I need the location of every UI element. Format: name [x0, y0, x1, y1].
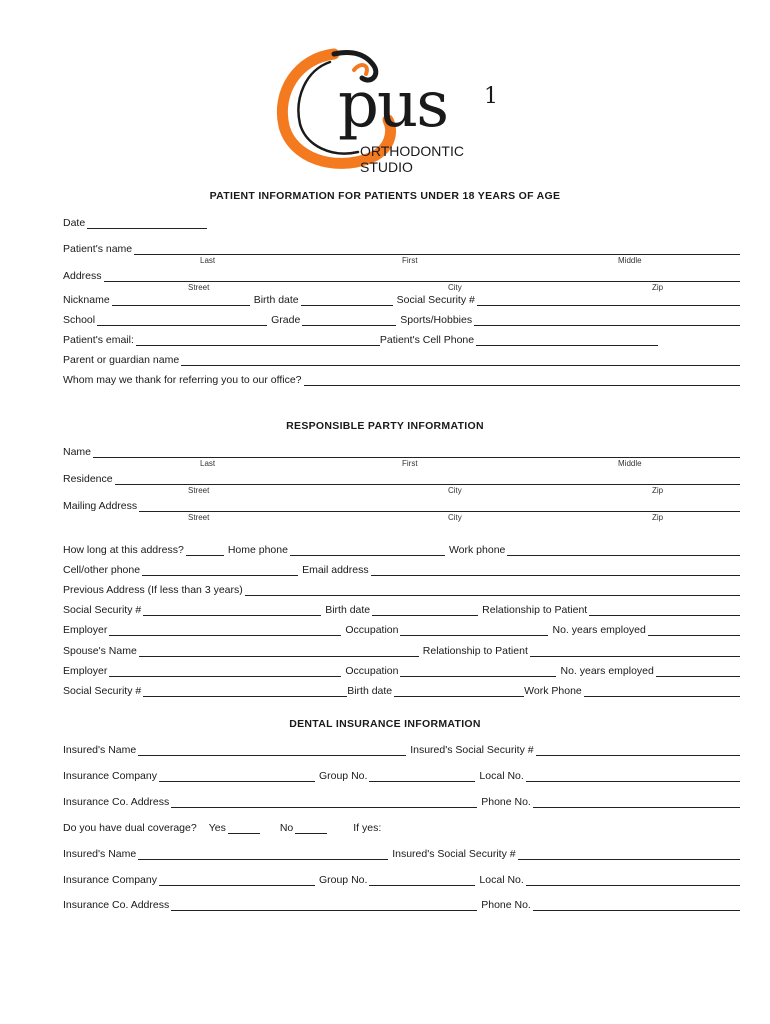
referral-row [63, 372, 740, 386]
first-sublabel: First [402, 256, 418, 265]
resp-name-sublabels [63, 459, 740, 469]
nickname-row [63, 292, 740, 306]
co-address-label: Insurance Co. Address [63, 796, 170, 808]
employer-row [63, 622, 740, 636]
co-address2-field[interactable] [171, 900, 477, 911]
opus1-logo [270, 40, 510, 180]
local-label: Local No. [479, 770, 524, 782]
relationship-label: Relationship to Patient [482, 604, 588, 616]
school-row [63, 312, 740, 326]
years-employed-label: No. years employed [552, 624, 646, 636]
insured-name-field[interactable] [138, 745, 406, 756]
patient-email-field[interactable] [136, 335, 380, 346]
email-row [63, 332, 740, 346]
sports-label: Sports/Hobbies [400, 314, 473, 326]
employer2-field[interactable] [109, 666, 341, 677]
school-field[interactable] [97, 315, 267, 326]
date-field[interactable] [87, 218, 207, 229]
years-employed2-label: No. years employed [560, 665, 654, 677]
resp-ssn-field[interactable] [143, 605, 321, 616]
insured-name-label: Insured's Name [63, 744, 137, 756]
work-phone-field[interactable] [507, 545, 740, 556]
resp-ssn-label: Social Security # [63, 604, 142, 616]
company-row [63, 768, 740, 782]
resp-name-label: Name [63, 446, 92, 458]
residence-row [63, 471, 740, 485]
mailing-label: Mailing Address [63, 500, 138, 512]
date-label: Date [63, 217, 86, 229]
logo-line1: ORTHODONTIC [360, 143, 464, 159]
ssn2-label: Social Security # [63, 685, 142, 697]
yes-label: Yes [208, 822, 226, 834]
phone-label: Phone No. [481, 796, 531, 808]
relationship-field[interactable] [589, 605, 740, 616]
dual-label: Do you have dual coverage? [63, 822, 197, 834]
spouse-label: Spouse's Name [63, 645, 137, 657]
dental-section-title: DENTAL INSURANCE INFORMATION [289, 718, 481, 730]
ssn-label: Social Security # [396, 294, 475, 306]
prev-address-row [63, 582, 740, 596]
company-field[interactable] [159, 771, 315, 782]
grade-label: Grade [271, 314, 301, 326]
resp-email-field[interactable] [371, 565, 740, 576]
insured-ssn2-field[interactable] [518, 849, 740, 860]
guardian-label: Parent or guardian name [63, 354, 180, 366]
mailing-row [63, 498, 740, 512]
address-field[interactable] [104, 271, 740, 282]
employer2-row [63, 663, 740, 677]
guardian-row [63, 352, 740, 366]
relationship2-label: Relationship to Patient [422, 645, 528, 657]
local2-field[interactable] [526, 875, 740, 886]
phone-field[interactable] [533, 797, 740, 808]
group-field[interactable] [369, 771, 475, 782]
resp-birth-date-label: Birth date [325, 604, 371, 616]
resp-name-row [63, 444, 740, 458]
nickname-field[interactable] [112, 295, 250, 306]
co-address2-label: Insurance Co. Address [63, 899, 170, 911]
employer-label: Employer [63, 624, 108, 636]
referral-label: Whom may we thank for referring you to our office? [63, 374, 302, 386]
birth-date2-field[interactable] [394, 686, 524, 697]
resp-birth-date-field[interactable] [372, 605, 478, 616]
res-street-sublabel: Street [188, 486, 210, 495]
co-address-field[interactable] [171, 797, 477, 808]
no-field[interactable] [295, 823, 327, 834]
logo-superscript: 1 [484, 84, 498, 109]
company-label: Insurance Company [63, 770, 157, 782]
occupation2-field[interactable] [400, 666, 556, 677]
employer2-label: Employer [63, 665, 108, 677]
patient-name-label: Patient's name [63, 243, 133, 255]
resp-ssn-row [63, 602, 740, 616]
ssn2-field[interactable] [143, 686, 347, 697]
local-field[interactable] [526, 771, 740, 782]
mail-city-sublabel: City [448, 513, 462, 522]
logo-wordmark: pus [338, 68, 448, 142]
no-label: No [279, 822, 294, 834]
years-employed2-field[interactable] [656, 666, 740, 677]
sports-field[interactable] [474, 315, 740, 326]
employer-field[interactable] [109, 625, 341, 636]
nickname-label: Nickname [63, 294, 110, 306]
co-address2-row [63, 897, 740, 911]
patient-email-label: Patient's email: [63, 334, 134, 346]
work-phone-label: Work phone [448, 544, 506, 556]
patient-cell-field[interactable] [476, 335, 658, 346]
birth-date2-label: Birth date [347, 685, 393, 697]
if-yes-label: If yes: [353, 822, 382, 834]
middle-sublabel: Middle [618, 256, 642, 265]
local2-label: Local No. [479, 874, 524, 886]
city-sublabel: City [448, 283, 462, 292]
res-zip-sublabel: Zip [652, 486, 664, 495]
cell-email-row [63, 562, 740, 576]
company2-label: Insurance Company [63, 874, 157, 886]
patient-name-row [63, 241, 740, 255]
how-long-row [63, 542, 740, 556]
ssn-field[interactable] [477, 295, 740, 306]
resp-first-sublabel: First [402, 459, 418, 468]
dual-coverage-row [63, 820, 740, 834]
occupation-field[interactable] [400, 625, 548, 636]
group2-field[interactable] [369, 875, 475, 886]
occupation-label: Occupation [345, 624, 399, 636]
work-phone2-field[interactable] [584, 686, 740, 697]
resp-middle-sublabel: Middle [618, 459, 642, 468]
home-phone-label: Home phone [227, 544, 288, 556]
responsible-section-title: RESPONSIBLE PARTY INFORMATION [286, 420, 484, 432]
mail-street-sublabel: Street [188, 513, 210, 522]
ssn2-row [63, 683, 740, 697]
resp-email-label: Email address [302, 564, 369, 576]
yes-field[interactable] [228, 823, 260, 834]
spouse-field[interactable] [139, 646, 419, 657]
occupation2-label: Occupation [345, 665, 399, 677]
residence-sublabels [63, 486, 740, 496]
mailing-field[interactable] [139, 501, 740, 512]
how-long-field[interactable] [186, 545, 224, 556]
work-phone2-label: Work Phone [524, 685, 582, 697]
insured-ssn-label: Insured's Social Security # [410, 744, 534, 756]
how-long-label: How long at this address? [63, 544, 184, 556]
insured-ssn2-label: Insured's Social Security # [392, 848, 516, 860]
residence-field[interactable] [115, 474, 740, 485]
birth-date-label: Birth date [253, 294, 299, 306]
cell-other-field[interactable] [142, 565, 298, 576]
insured-name-row [63, 742, 740, 756]
phone2-label: Phone No. [481, 899, 531, 911]
cell-other-label: Cell/other phone [63, 564, 141, 576]
res-city-sublabel: City [448, 486, 462, 495]
relationship2-field[interactable] [530, 646, 740, 657]
patient-name-sublabels [63, 256, 740, 266]
spouse-row [63, 643, 740, 657]
insured-name2-field[interactable] [138, 849, 388, 860]
co-address-row [63, 794, 740, 808]
grade-field[interactable] [302, 315, 396, 326]
group-label: Group No. [318, 770, 368, 782]
address-row [63, 268, 740, 282]
birth-date-field[interactable] [301, 295, 393, 306]
prev-address-field[interactable] [245, 585, 740, 596]
mailing-sublabels [63, 513, 740, 523]
prev-address-label: Previous Address (If less than 3 years) [63, 584, 243, 596]
zip-sublabel: Zip [652, 283, 664, 292]
resp-name-field[interactable] [93, 447, 740, 458]
insured-ssn-field[interactable] [536, 745, 740, 756]
company2-row [63, 872, 740, 886]
resp-last-sublabel: Last [200, 459, 216, 468]
residence-label: Residence [63, 473, 113, 485]
home-phone-field[interactable] [290, 545, 445, 556]
patient-cell-label: Patient's Cell Phone [379, 334, 475, 346]
date-row [63, 215, 740, 229]
referral-field[interactable] [304, 375, 741, 386]
company2-field[interactable] [159, 875, 315, 886]
insured-name2-row [63, 846, 740, 860]
address-label: Address [63, 270, 102, 282]
mail-zip-sublabel: Zip [652, 513, 664, 522]
group2-label: Group No. [318, 874, 368, 886]
logo-line2: STUDIO [360, 159, 413, 175]
phone2-field[interactable] [533, 900, 740, 911]
patient-name-field[interactable] [134, 244, 740, 255]
years-employed-field[interactable] [648, 625, 740, 636]
street-sublabel: Street [188, 283, 210, 292]
school-label: School [63, 314, 96, 326]
insured-name2-label: Insured's Name [63, 848, 137, 860]
guardian-field[interactable] [181, 355, 740, 366]
last-sublabel: Last [200, 256, 216, 265]
patient-section-title: PATIENT INFORMATION FOR PATIENTS UNDER 18 YEARS OF AGE [209, 190, 561, 202]
